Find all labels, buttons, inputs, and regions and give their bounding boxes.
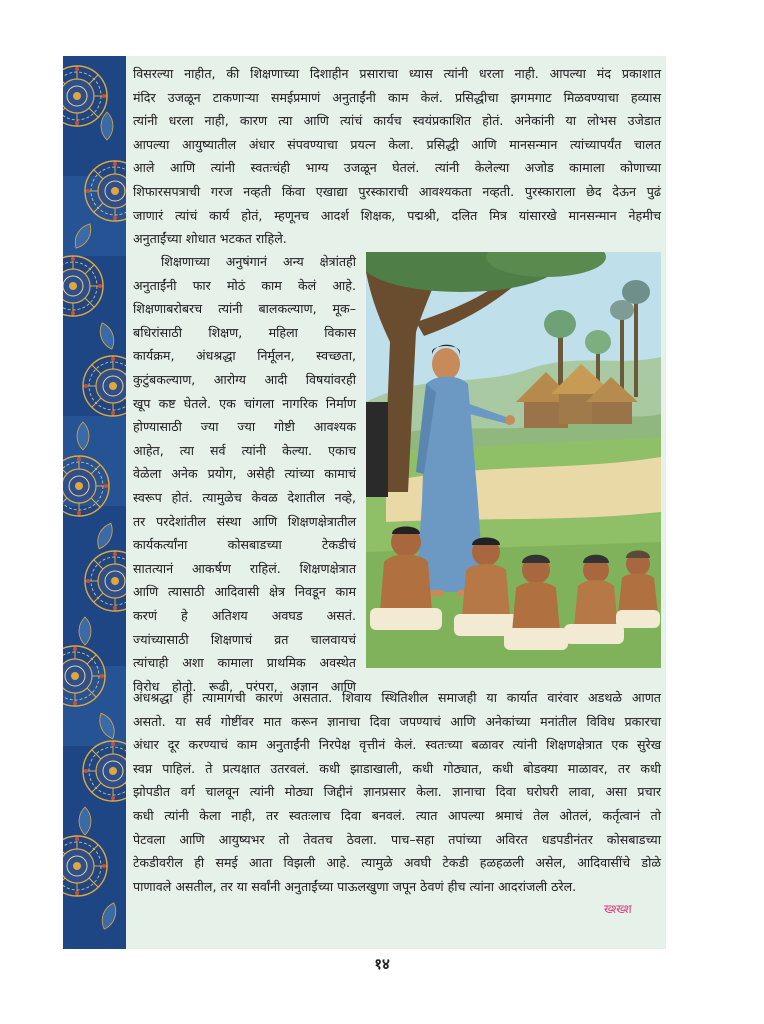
text-line: शिक्षणाबरोबरच त्यांनी बालकल्याण, मूक– [133,301,356,317]
text-line: अनुताईंनी फार मोठं काम केलं आहे. [133,277,356,293]
text-line: मंदिर उजळून टाकणाऱ्या समईप्रमाणं अनुताईंनी काम केलं. प्रसिद्धीचा झगमगाट मिळवण्याचा हव्यास [133,89,661,105]
text-line: टेकडीवरील ही समई आता विझली आहे. त्यामुळे अवघी टेकडी हळहळली असेल, आदिवासींचे डोळे [133,855,661,871]
text-line: कधी त्यांनी केला नाही, तर स्वतःलाच दिवा बनवलं. त्यात आपल्या श्रमाचं तेल ओतलं, कर्तृत्वानं तो [133,807,661,823]
text-line: असतो. या सर्व गोष्टींवर मात करून ज्ञानाचा दिवा जपण्याचं आणि अनेकांच्या मनांतील विविध प्रकारचा [133,713,661,729]
text-line: पेटवला आणि आयुष्यभर तो तेवतच ठेवला. पाच–सहा तपांच्या अविरत धडपडीनंतर कोसबाडच्या [133,831,661,847]
text-line: तर परदेशांतील संस्था आणि शिक्षणक्षेत्रातील [133,513,356,529]
text-line: अंधश्रद्धा ही त्यामागची कारणं असतात. शिवाय स्थितिशील समाजही या कार्यात वारंवार अडथळे आणत [133,690,661,705]
text-line: अनुताईंच्या शोधात भटकत राहिले. [133,231,287,247]
mandala-pattern-icon [63,56,126,949]
text-line: खूप कष्ट घेतले. एक चांगला नागरिक निर्माण [133,395,356,411]
paragraph-wrapped-column [133,250,356,698]
teacher-with-tribal-children-icon [366,252,661,668]
text-line: जाणारं त्यांचं कार्य होतं, म्हणूनच आदर्श शिक्षक, पद्मश्री, दलित मित्र यांसारखे मानसन्मान नेहमीच [133,207,661,223]
end-ornament: ख्श्ख्श [604,902,632,916]
text-line: त्यांनी धरला नाही, कारण त्या आणि त्यांचं कार्यच स्वयंप्रकाशित होतं. अनेकांनी या लोभस उजेडात [133,113,661,129]
text-line: आले आणि त्यांनी स्वतःचंही भाग्य उजळून घेतलं. त्यांनी केलेल्या अजोड कामाला कोणाच्या [133,160,661,176]
text-line: कुटुंबकल्याण, आरोग्य आदी विषयांवरही [133,371,356,387]
text-line: स्वप्न पाहिलं. ते प्रत्यक्षात उतरवलं. कधी झाडाखाली, कधी गोठ्यात, कधी बोडक्या माळावर, तर कधी [133,760,661,776]
page-number: १४ [374,955,390,973]
text-line: आहेत, त्या सर्व त्यांनी केल्या. एकाच [133,442,356,458]
text-line: बधिरांसाठी शिक्षण, महिला विकास [133,324,356,340]
text-line: वेळेला अनेक प्रयोग, असेही त्यांच्या कामाचं [133,466,356,482]
paragraph-top [133,62,661,251]
text-line: करणं हे अतिशय अवघड असतं. [133,607,356,623]
text-line: पाणावले असतील, तर या सर्वांनी अनुताईंच्या पाऊलखुणा जपून ठेवणं हीच त्यांना आदरांजली ठरेल. [133,878,577,894]
text-line: कार्यक्रम, अंधश्रद्धा निर्मूलन, स्वच्छता, [133,348,356,364]
text-line: अंधार दूर करण्याचं काम अनुताईंनी निरपेक्ष वृत्तीनं केलं. स्वतःच्या बळावर त्यांनी शिक्षणक्षेत्रात एक सुरेख [133,737,661,753]
text-line: सातत्यानं आकर्षण राहिलं. शिक्षणक्षेत्रात [133,560,356,576]
text-line: होण्यासाठी ज्या ज्या गोष्टी आवश्यक [133,419,356,435]
teacher-with-children-illustration [366,252,661,668]
text-line: स्वरूप होतं. त्यामुळेच केवळ देशातील नव्हे, [133,489,356,505]
text-line: शिफारसपत्राची गरज नव्हती किंवा एखाद्या पुरस्काराची आवश्यकता नव्हती. पुरस्काराला छेद देऊन पुढं [133,183,661,199]
text-line: कार्यकर्त्यांना कोसबाडच्या टेकडीचं [133,537,356,553]
text-line: आपल्या आयुष्यातील अंधार संपवण्याचा प्रयत्न केला. प्रसिद्धी आणि मानसन्मान त्यांच्यापर्यंत चालत [133,136,661,152]
decorative-border [63,56,126,949]
text-line: शिक्षणाच्या अनुषंगानं अन्य क्षेत्रांतही [161,254,356,269]
text-line: आणि त्यासाठी आदिवासी क्षेत्र निवडून काम [133,584,356,600]
text-line: ज्यांच्यासाठी शिक्षणाचं व्रत चालवायचं [133,631,356,647]
paragraph-bottom [133,686,661,898]
text-line: विसरल्या नाहीत, की शिक्षणाच्या दिशाहीन प्रसाराचा ध्यास त्यांनी धरला नाही. आपल्या मंद प्रकाशात [133,66,661,81]
text-line: विरोध होतो. रूढी, परंपरा, अज्ञान आणि [133,678,356,694]
text-line: त्यांचाही अशा कामाला प्राथमिक अवस्थेत [133,655,356,671]
text-line: झोपडीत वर्ग चालवून त्यांनी मोठ्या जिद्दीनं ज्ञानप्रसार केला. ज्ञानाचा दिवा घरोघरी लावा, असा प्रचार [133,784,661,800]
